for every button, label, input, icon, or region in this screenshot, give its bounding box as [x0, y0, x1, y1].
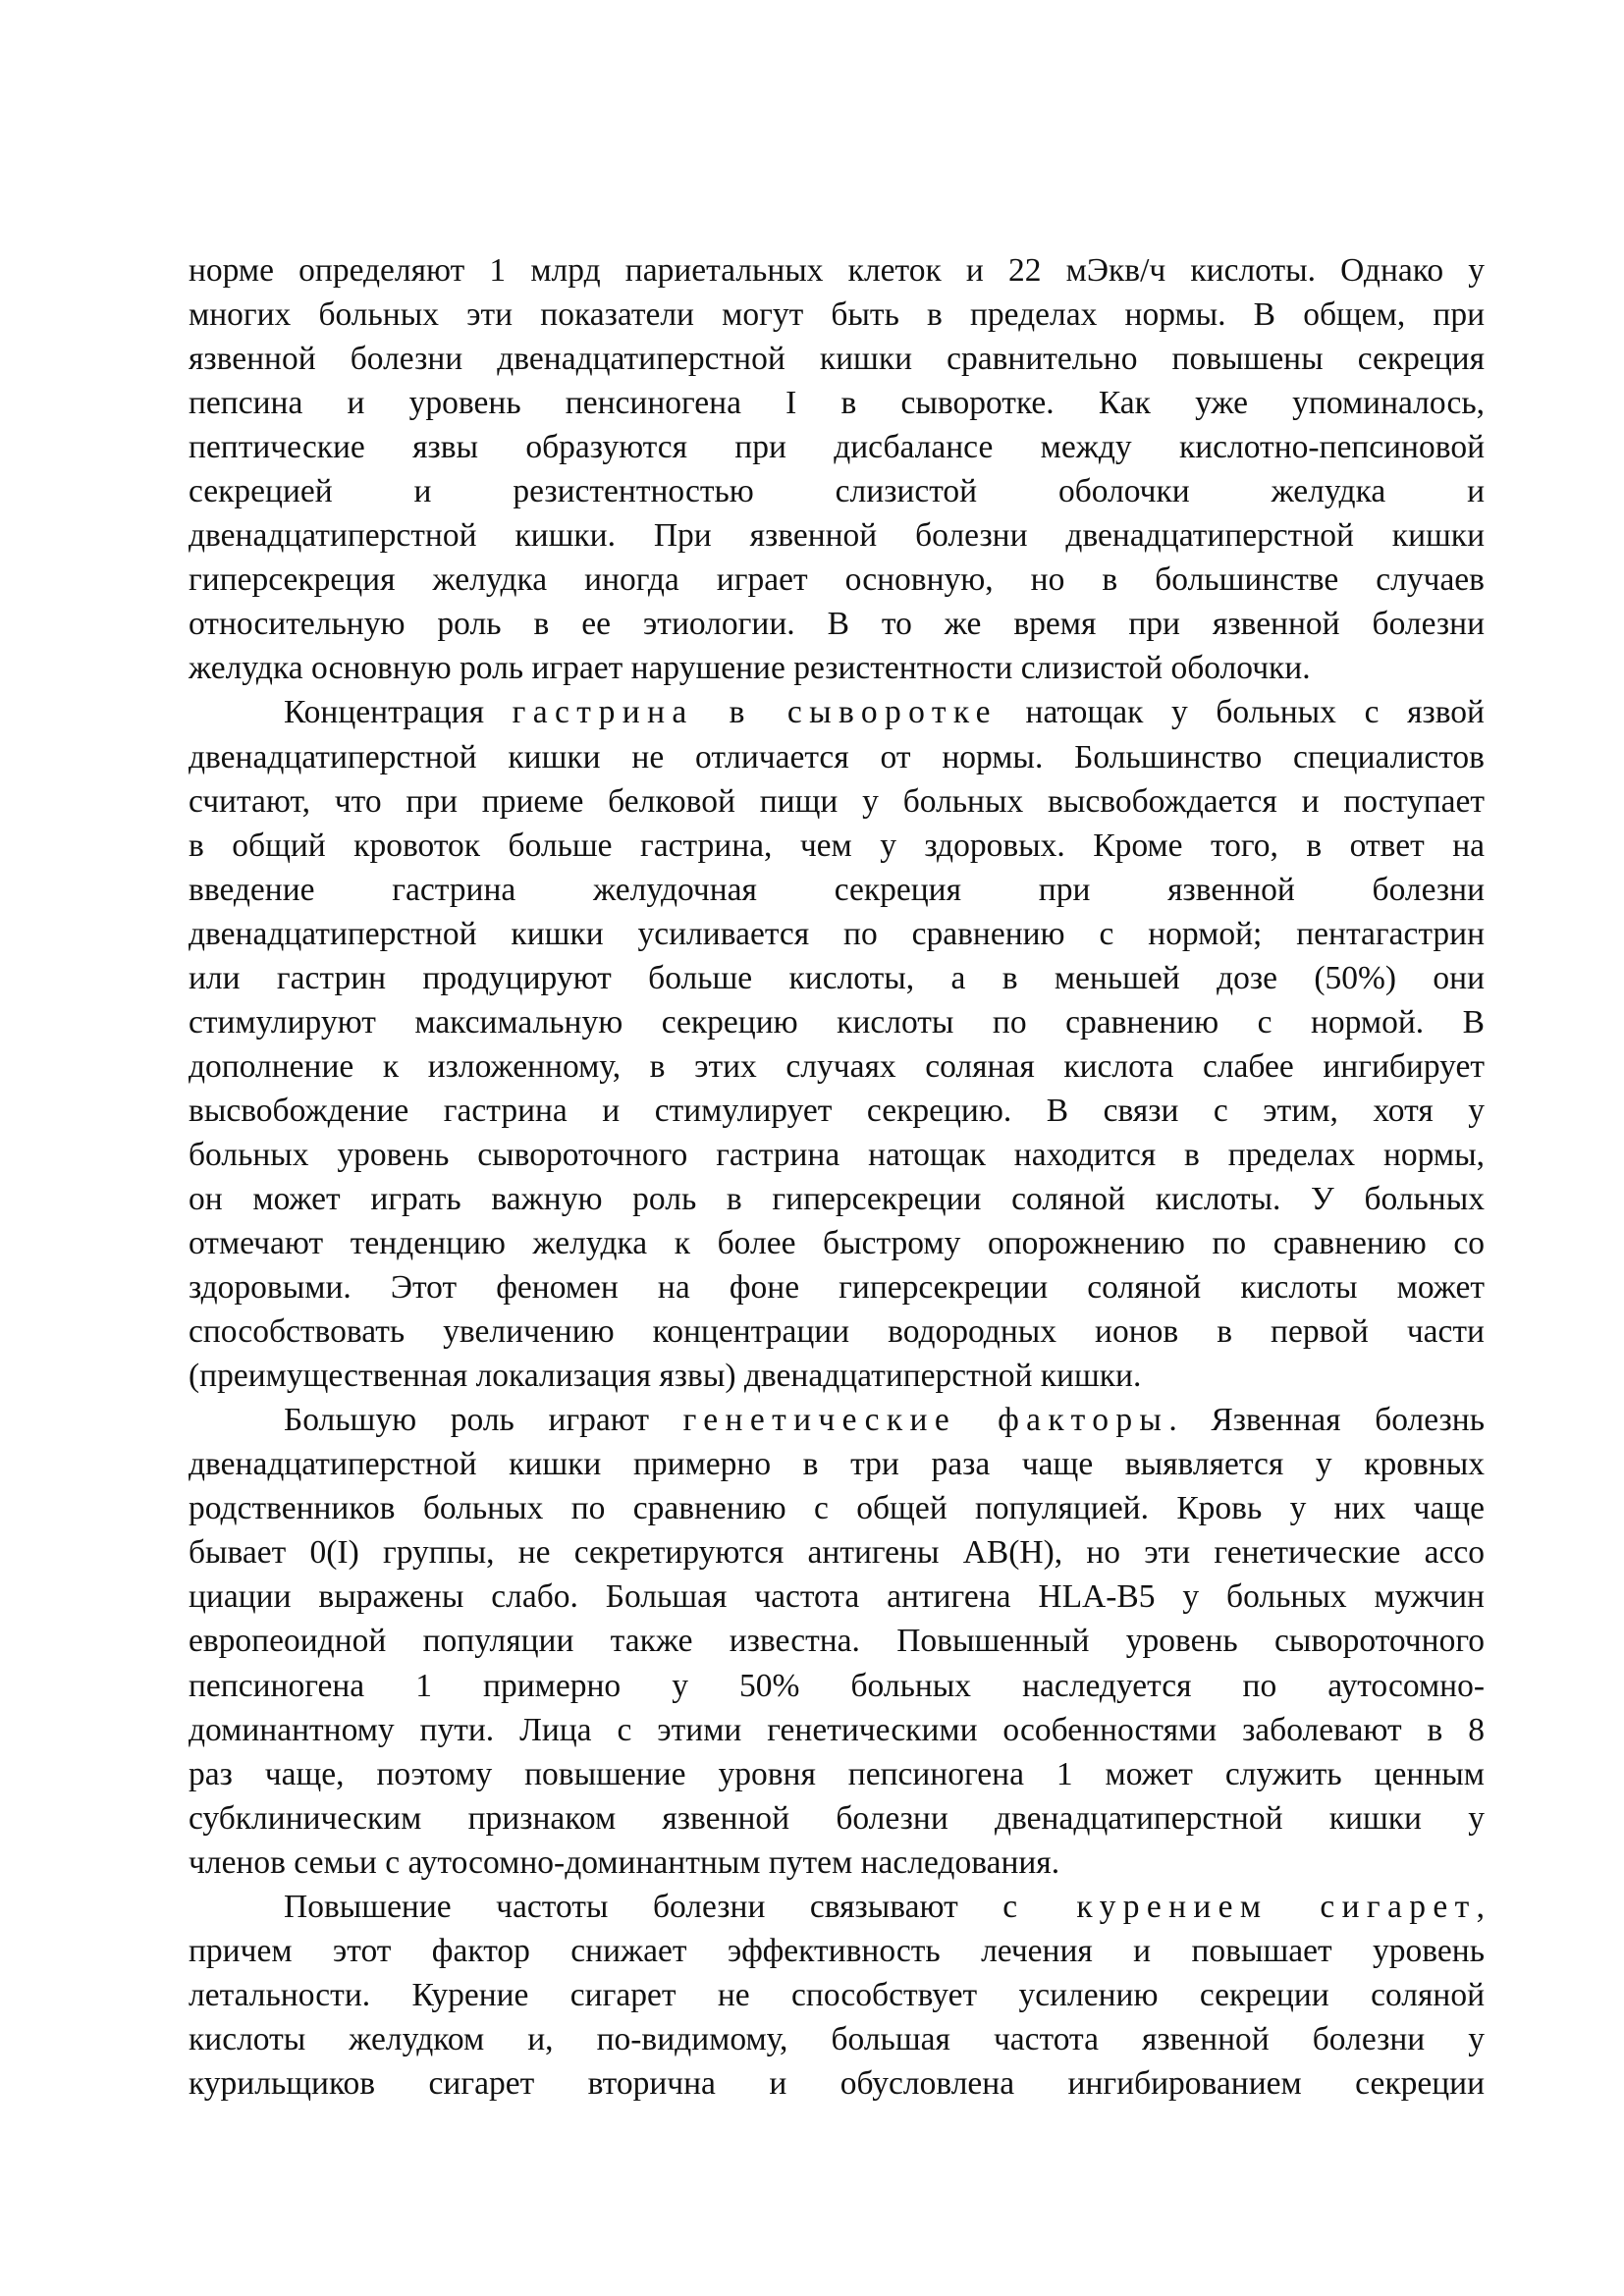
text-line: больных уровень сывороточного гастрина натощак находится в пределах нормы,	[189, 1136, 1485, 1173]
text-line: причем этот фактор снижает эффективность лечения и повышает уровень	[189, 1932, 1485, 1969]
text-line: дополнение к изложенному, в этих случаях соляная кислота слабее ингибирует	[189, 1047, 1485, 1085]
text-line: высвобождение гастрина и стимулирует секрецию. В связи с этим, хотя у	[189, 1092, 1485, 1129]
text-line: язвенной болезни двенадцатиперстной кишки сравнительно повышены секреция	[189, 341, 1485, 378]
line-text: Повышение частоты болезни связывают	[284, 1888, 1003, 1925]
text-line: двенадцатиперстной кишки. При язвенной болезни двенадцатиперстной кишки	[189, 517, 1485, 555]
text-line: или гастрин продуцируют больше кислоты, а в меньшей дозе (50%) они	[189, 959, 1485, 996]
text-line: многих больных эти показатели могут быть в пределах нормы. В общем, при	[189, 296, 1485, 334]
text-line: относительную роль в ее этиологии. В то же время при язвенной болезни	[189, 606, 1485, 643]
emphasized-term: с курением сигарет	[1002, 1888, 1477, 1925]
text-line: кислоты желудком и, по-видимому, большая частота язвенной болезни у	[189, 2020, 1485, 2057]
text-line: пепсина и уровень пенсиногена I в сыворотке. Как уже упоминалось,	[189, 385, 1485, 422]
paragraph-first-line	[189, 1885, 1485, 1929]
text-line: бывает 0(I) группы, не секретируются антигены АВ(Н), но эти генетические ассо	[189, 1534, 1485, 1572]
text-line: курильщиков сигарет вторична и обусловлена ингибированием секреции	[189, 2064, 1485, 2102]
text-line: норме определяют 1 млрд париетальных клеток и 22 мЭкв/ч кислоты. Однако у	[189, 252, 1485, 289]
text-line: пепсиногена 1 примерно у 50% больных наследуется по аутосомно-	[189, 1667, 1485, 1704]
text-line: способствовать увеличению концентрации водородных ионов в первой части	[189, 1313, 1485, 1351]
paragraph-first-line	[189, 1398, 1485, 1442]
text-line: отмечают тенденцию желудка к более быстрому опорожнению по сравнению со	[189, 1225, 1485, 1262]
text-line: двенадцатиперстной кишки усиливается по сравнению с нормой; пентагастрин	[189, 915, 1485, 952]
text-line: циации выражены слабо. Большая частота антигена HLA-B5 у больных мужчин	[189, 1578, 1485, 1616]
text-line: здоровыми. Этот феномен на фоне гиперсекреции соляной кислоты может	[189, 1269, 1485, 1307]
text-line: считают, что при приеме белковой пищи у больных высвобождается и поступает	[189, 782, 1485, 820]
text-line: в общий кровоток больше гастрина, чем у здоровых. Кроме того, в ответ на	[189, 827, 1485, 864]
text-line: европеоидной популяции также известна. Повышенный уровень сывороточного	[189, 1623, 1485, 1660]
paragraph-first-line	[189, 690, 1485, 734]
text-line: раз чаще, поэтому повышение уровня пепсиногена 1 может служить ценным	[189, 1755, 1485, 1792]
text-line: членов семьи с аутосомно-доминантным путем наследования.	[189, 1843, 1060, 1881]
emphasized-term: гастрина в сыворотке	[512, 694, 998, 731]
line-text: натощак у больных с язвой	[997, 694, 1485, 731]
text-line: доминантному пути. Лица с этими генетическими особенностями заболевают в 8	[189, 1711, 1485, 1748]
text-line: стимулируют максимальную секрецию кислоты по сравнению с нормой. В	[189, 1003, 1485, 1041]
text-line: двенадцатиперстной кишки примерно в три раза чаще выявляется у кровных	[189, 1446, 1485, 1483]
line-text: ,	[1476, 1888, 1486, 1925]
line-text: . Язвенная болезнь	[1168, 1402, 1485, 1439]
text-line: родственников больных по сравнению с общей популяцией. Кровь у них чаще	[189, 1490, 1485, 1527]
text-line: (преимущественная локализация язвы) двенадцатиперстной кишки.	[189, 1358, 1142, 1395]
text-line: он может играть важную роль в гиперсекреции соляной кислоты. У больных	[189, 1180, 1485, 1217]
text-line: желудка основную роль играет нарушение резистентности слизистой оболочки.	[189, 650, 1311, 687]
emphasized-term: генетические факторы	[682, 1402, 1169, 1439]
text-line: секрецией и резистентностью слизистой оболочки желудка и	[189, 473, 1485, 510]
text-line: введение гастрина желудочная секреция при язвенной болезни	[189, 871, 1485, 908]
text-line: субклиническим признаком язвенной болезни двенадцатиперстной кишки у	[189, 1799, 1485, 1837]
line-text: Концентрация	[284, 694, 513, 731]
text-line: пептические язвы образуются при дисбалансе между кислотно-пепсиновой	[189, 429, 1485, 466]
text-line: летальности. Курение сигарет не способствует усилению секреции соляной	[189, 1976, 1485, 2013]
document-page	[189, 248, 1485, 2106]
text-line: гиперсекреция желудка иногда играет основную, но в большинстве случаев	[189, 561, 1485, 599]
line-text: Большую роль играют	[284, 1402, 683, 1439]
text-line: двенадцатиперстной кишки не отличается от нормы. Большинство специалистов	[189, 738, 1485, 775]
